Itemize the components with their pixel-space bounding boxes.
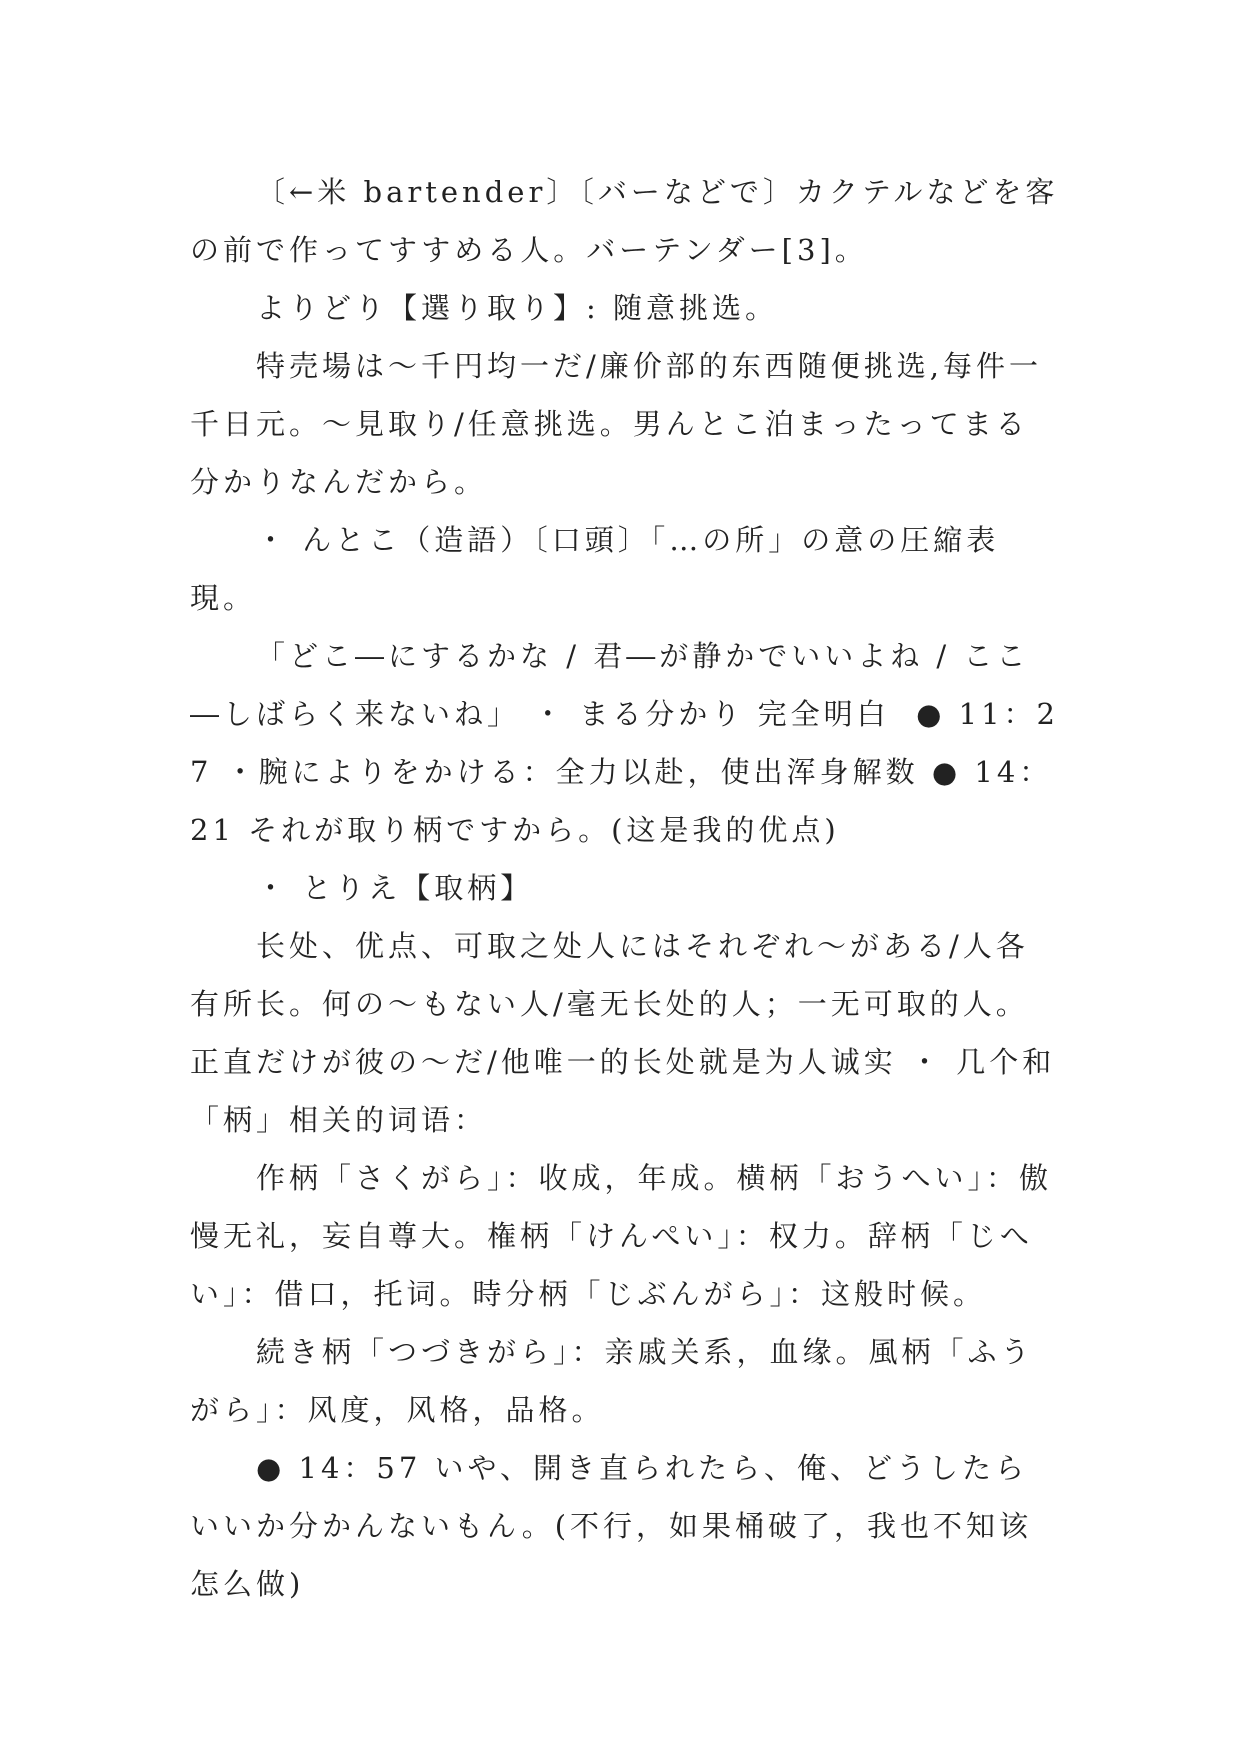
paragraph-sakugara: 作柄「さくがら」：收成，年成。横柄「おうへい」：傲慢无礼，妄自尊大。権柄「けんぺい」：权力。辞柄「じへい」：借口，托词。時分柄「じぶんがら」：这般时候。 [190,1161,1053,1311]
paragraph-tsuzukigara: 続き柄「つづきがら」：亲戚关系，血缘。風柄「ふうがら」：风度，风格，品格。 [190,1335,1034,1427]
paragraph-yoridori: よりどり【選り取り】: 随意挑选。 [256,291,778,325]
paragraph-chouchu: 长处、优点、可取之处人にはそれぞれ～がある/人各有所长。何の～もない人/毫无长处的人；一无可取的人。正直だけが彼の～だ/他唯一的长处就是为人诚实 ・ 几个和「柄」相关的词语： [190,929,1056,1137]
paragraph-iya: ● 14：57 いや、開き直られたら、俺、どうしたらいいか分かんないもん。(不行，如果桶破了，我也不知该怎么做) [190,1451,1033,1601]
paragraph-torie: ・ とりえ【取柄】 [256,871,534,905]
document-body [190,163,1060,1613]
paragraph-ntoko: ・ んとこ（造語）〔口頭〕「…の所」の意の圧縮表現。 [190,523,1000,615]
paragraph-bartender: 〔←米 bartender〕〔バーなどで〕カクテルなどを客の前で作ってすすめる人。バーテンダー[3]。 [190,175,1059,267]
paragraph-tokubaijo: 特売場は～千円均一だ/廉价部的东西随便挑选,每件一千日元。～見取り/任意挑选。男んとこ泊まったってまる分かりなんだから。 [190,349,1042,499]
paragraph-doko: 「どこ―にするかな / 君―が静かでいいよね / ここ―しばらく来ないね」 ・ まる分かり 完全明白 ● 11：27 ・腕によりをかける：全力以赴，使出浑身解数 ● 14：21 それが取り柄ですから。(这是我的优点) [190,639,1059,847]
